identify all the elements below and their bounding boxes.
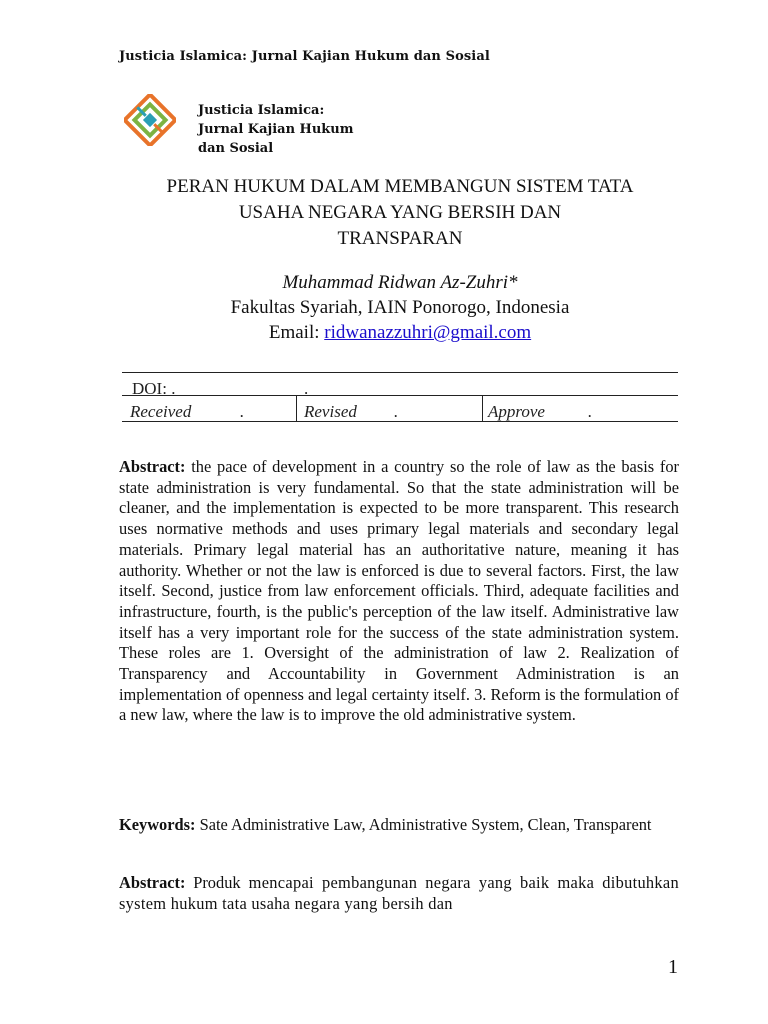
abstract-id-first-word: Produk: [185, 873, 241, 892]
author-name: Muhammad Ridwan Az-Zuhri*: [282, 272, 518, 293]
abstract-indonesian: [119, 872, 679, 914]
abstract-text: the pace of development in a country so the role of law as the basis for state administration is very fundamental. So that the state administration will be cleaner, and the implementation is expected to be more transparent. This research uses normative methods and uses primary legal materials and secondary legal materials. Primary legal material has an authoritative nature, meaning it has authority. Whether or not the law is enforced is due to several factors. First, the law itself. Second, justice from law enforcement officials. Third, adequate facilities and infrastructure, fourth, is the public's perception of the law itself. Administrative law itself has a very important role for the success of the state administration system. These roles are 1. Oversight of the administration of law 2. Realization of Transparency and Accountability in Government Administration is an implementation of openness and legal certainty itself. 3. Reform is the formulation of a new law, where the law is to improve the old administrative system.: [119, 457, 679, 725]
abstract-label: Abstract:: [119, 457, 186, 476]
doi-dot: .: [304, 379, 309, 398]
received-label: Received: [130, 402, 192, 421]
paper-title: [110, 174, 690, 252]
keywords-label: Keywords:: [119, 815, 196, 834]
email-link[interactable]: ridwanazzuhri@gmail.com: [324, 322, 532, 343]
title-line2: USAHA NEGARA YANG BERSIH DAN: [238, 202, 562, 223]
journal-name-line2: Jurnal Kajian Hukum: [198, 122, 354, 137]
journal-name-line3: dan Sosial: [198, 141, 274, 156]
approved-dot: .: [588, 402, 593, 421]
keywords: [119, 809, 679, 840]
doi-label: DOI: .: [132, 379, 176, 398]
meta-divider-2: [482, 395, 483, 422]
meta-divider-1: [296, 395, 297, 422]
title-line3: TRANSPARAN: [337, 228, 463, 249]
abstract-id-label: Abstract:: [119, 873, 186, 892]
abstract-id-text: mencapai pembangunan negara yang baik maka dibutuhkan system hukum tata usaha negara yang bersih dan: [119, 873, 679, 913]
abstract-english: [119, 457, 679, 726]
article-meta-table: [122, 370, 678, 450]
affiliation: Fakultas Syariah, IAIN Ponorogo, Indonesia: [230, 297, 570, 318]
journal-name-line1: Justicia Islamica:: [198, 103, 325, 118]
approved-label: Approve: [488, 402, 545, 421]
meta-mid-rule: [122, 395, 678, 396]
meta-bottom-rule: [122, 421, 678, 422]
running-header: Justicia Islamica: Jurnal Kajian Hukum dan Sosial: [119, 49, 490, 64]
journal-logo: [124, 94, 176, 146]
email-label: Email:: [268, 322, 325, 343]
meta-top-rule: [122, 372, 678, 373]
email-line: [100, 322, 700, 344]
keywords-text: Sate Administrative Law, Administrative System, Clean, Transparent: [195, 815, 652, 834]
revised-label: Revised: [304, 402, 357, 421]
page-number: 1: [668, 956, 678, 978]
journal-name: [198, 101, 354, 158]
received-dot: .: [240, 402, 245, 421]
revised-dot: .: [394, 402, 399, 421]
title-line1: PERAN HUKUM DALAM MEMBANGUN SISTEM TATA: [166, 176, 634, 197]
